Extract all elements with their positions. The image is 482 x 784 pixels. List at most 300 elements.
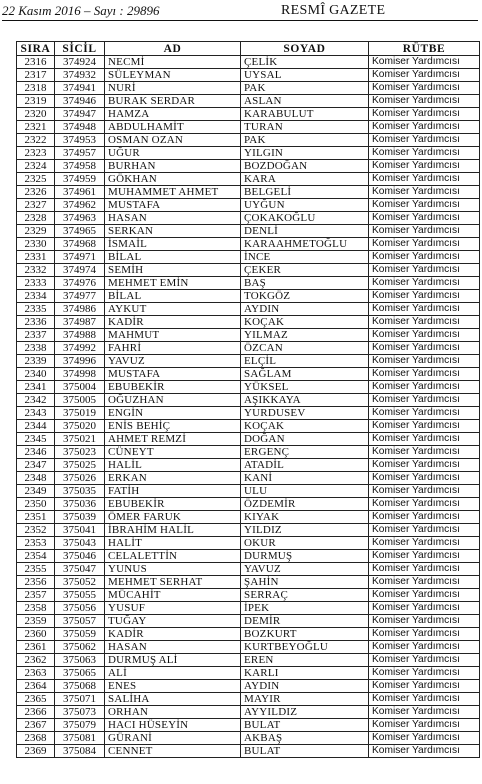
- cell-sicil: 374965: [55, 225, 105, 238]
- cell-rutbe: Komiser Yardımcısı: [369, 69, 480, 82]
- cell-sicil: 375005: [55, 394, 105, 407]
- cell-sira: 2346: [17, 446, 55, 459]
- cell-soyad: İNCE: [241, 251, 369, 264]
- cell-sicil: 375047: [55, 563, 105, 576]
- cell-ad: ABDULHAMİT: [105, 121, 241, 134]
- cell-sicil: 374996: [55, 355, 105, 368]
- table-row: [17, 420, 480, 433]
- cell-ad: HASAN: [105, 641, 241, 654]
- cell-soyad: TURAN: [241, 121, 369, 134]
- cell-sicil: 375041: [55, 524, 105, 537]
- cell-ad: YUNUS: [105, 563, 241, 576]
- cell-rutbe: Komiser Yardımcısı: [369, 381, 480, 394]
- table-row: [17, 602, 480, 615]
- cell-sira: 2332: [17, 264, 55, 277]
- cell-rutbe: Komiser Yardımcısı: [369, 277, 480, 290]
- cell-sicil: 375084: [55, 745, 105, 758]
- cell-sira: 2333: [17, 277, 55, 290]
- cell-sicil: 375081: [55, 732, 105, 745]
- table-row: [17, 212, 480, 225]
- cell-sira: 2360: [17, 628, 55, 641]
- cell-sira: 2331: [17, 251, 55, 264]
- table-row: [17, 628, 480, 641]
- cell-ad: TUĞAY: [105, 615, 241, 628]
- cell-rutbe: Komiser Yardımcısı: [369, 147, 480, 160]
- cell-sicil: 375004: [55, 381, 105, 394]
- cell-ad: ÖMER FARUK: [105, 511, 241, 524]
- cell-soyad: ÇEKER: [241, 264, 369, 277]
- table-row: [17, 459, 480, 472]
- cell-sira: 2364: [17, 680, 55, 693]
- cell-soyad: YÜKSEL: [241, 381, 369, 394]
- cell-rutbe: Komiser Yardımcısı: [369, 121, 480, 134]
- table-row: [17, 329, 480, 342]
- cell-ad: EBUBEKİR: [105, 498, 241, 511]
- cell-soyad: BULAT: [241, 745, 369, 758]
- cell-soyad: TOKGÖZ: [241, 290, 369, 303]
- cell-soyad: BOZKURT: [241, 628, 369, 641]
- cell-soyad: ELÇİL: [241, 355, 369, 368]
- cell-ad: NURİ: [105, 82, 241, 95]
- cell-sicil: 374948: [55, 121, 105, 134]
- table-row: [17, 433, 480, 446]
- cell-rutbe: Komiser Yardımcısı: [369, 485, 480, 498]
- table-row: [17, 199, 480, 212]
- cell-ad: HALİT: [105, 537, 241, 550]
- table-row: [17, 108, 480, 121]
- cell-soyad: DEMİR: [241, 615, 369, 628]
- cell-soyad: MAYIR: [241, 693, 369, 706]
- cell-rutbe: Komiser Yardımcısı: [369, 186, 480, 199]
- cell-sicil: 374957: [55, 147, 105, 160]
- cell-soyad: BULAT: [241, 719, 369, 732]
- cell-soyad: YILDIZ: [241, 524, 369, 537]
- cell-sira: 2369: [17, 745, 55, 758]
- cell-ad: HASAN: [105, 212, 241, 225]
- cell-sira: 2330: [17, 238, 55, 251]
- cell-sicil: 375046: [55, 550, 105, 563]
- cell-rutbe: Komiser Yardımcısı: [369, 745, 480, 758]
- cell-ad: OSMAN OZAN: [105, 134, 241, 147]
- cell-sira: 2358: [17, 602, 55, 615]
- cell-ad: ERKAN: [105, 472, 241, 485]
- table-row: [17, 550, 480, 563]
- cell-soyad: EREN: [241, 654, 369, 667]
- cell-soyad: BELGELİ: [241, 186, 369, 199]
- cell-soyad: UYĞUN: [241, 199, 369, 212]
- table-row: [17, 446, 480, 459]
- cell-ad: MUSTAFA: [105, 368, 241, 381]
- cell-sira: 2324: [17, 160, 55, 173]
- cell-soyad: ATADİL: [241, 459, 369, 472]
- cell-rutbe: Komiser Yardımcısı: [369, 199, 480, 212]
- table-row: [17, 615, 480, 628]
- cell-rutbe: Komiser Yardımcısı: [369, 342, 480, 355]
- table-row: [17, 654, 480, 667]
- cell-sicil: 375043: [55, 537, 105, 550]
- column-header-rutbe: RÜTBE: [369, 42, 480, 56]
- cell-rutbe: Komiser Yardımcısı: [369, 368, 480, 381]
- cell-sira: 2322: [17, 134, 55, 147]
- cell-ad: GÖKHAN: [105, 173, 241, 186]
- cell-ad: MUSTAFA: [105, 199, 241, 212]
- cell-sicil: 374976: [55, 277, 105, 290]
- table-row: [17, 511, 480, 524]
- column-header-soyad: SOYAD: [241, 42, 369, 56]
- cell-sicil: 374988: [55, 329, 105, 342]
- table-row: [17, 394, 480, 407]
- table-body: [17, 56, 480, 758]
- cell-ad: FATİH: [105, 485, 241, 498]
- cell-ad: HACI HÜSEYİN: [105, 719, 241, 732]
- cell-soyad: ÇELİK: [241, 56, 369, 69]
- table-row: [17, 277, 480, 290]
- cell-ad: ENİS BEHİÇ: [105, 420, 241, 433]
- cell-rutbe: Komiser Yardımcısı: [369, 160, 480, 173]
- cell-sicil: 375039: [55, 511, 105, 524]
- cell-sicil: 374987: [55, 316, 105, 329]
- cell-rutbe: Komiser Yardımcısı: [369, 667, 480, 680]
- cell-sicil: 375052: [55, 576, 105, 589]
- cell-sira: 2335: [17, 303, 55, 316]
- cell-sicil: 374962: [55, 199, 105, 212]
- cell-soyad: YAVUZ: [241, 563, 369, 576]
- cell-sicil: 374968: [55, 238, 105, 251]
- cell-rutbe: Komiser Yardımcısı: [369, 576, 480, 589]
- cell-sicil: 375056: [55, 602, 105, 615]
- table-row: [17, 134, 480, 147]
- cell-soyad: SERRAÇ: [241, 589, 369, 602]
- cell-sicil: 374932: [55, 69, 105, 82]
- cell-soyad: BAŞ: [241, 277, 369, 290]
- cell-ad: NECMİ: [105, 56, 241, 69]
- cell-ad: AYKUT: [105, 303, 241, 316]
- cell-ad: BURAK SERDAR: [105, 95, 241, 108]
- cell-rutbe: Komiser Yardımcısı: [369, 615, 480, 628]
- cell-soyad: KIYAK: [241, 511, 369, 524]
- table-row: [17, 381, 480, 394]
- cell-soyad: BOZDOĞAN: [241, 160, 369, 173]
- table-row: [17, 745, 480, 758]
- cell-sira: 2366: [17, 706, 55, 719]
- cell-sicil: 374941: [55, 82, 105, 95]
- cell-ad: HAMZA: [105, 108, 241, 121]
- table-row: [17, 147, 480, 160]
- cell-sira: 2359: [17, 615, 55, 628]
- cell-ad: ORHAN: [105, 706, 241, 719]
- cell-ad: BURHAN: [105, 160, 241, 173]
- cell-rutbe: Komiser Yardımcısı: [369, 56, 480, 69]
- cell-soyad: AYYILDIZ: [241, 706, 369, 719]
- table-row: [17, 342, 480, 355]
- cell-sicil: 374971: [55, 251, 105, 264]
- table-row: [17, 251, 480, 264]
- cell-sira: 2343: [17, 407, 55, 420]
- cell-soyad: KANİ: [241, 472, 369, 485]
- cell-sira: 2349: [17, 485, 55, 498]
- cell-ad: ALİ: [105, 667, 241, 680]
- cell-sira: 2317: [17, 69, 55, 82]
- cell-rutbe: Komiser Yardımcısı: [369, 394, 480, 407]
- cell-ad: DURMUŞ ALİ: [105, 654, 241, 667]
- cell-sira: 2327: [17, 199, 55, 212]
- cell-sicil: 375071: [55, 693, 105, 706]
- cell-rutbe: Komiser Yardımcısı: [369, 693, 480, 706]
- cell-sira: 2328: [17, 212, 55, 225]
- table-row: [17, 355, 480, 368]
- cell-soyad: KURTBEYOĞLU: [241, 641, 369, 654]
- cell-ad: CÜNEYT: [105, 446, 241, 459]
- cell-soyad: PAK: [241, 134, 369, 147]
- cell-ad: SALİHA: [105, 693, 241, 706]
- cell-sira: 2368: [17, 732, 55, 745]
- cell-sira: 2348: [17, 472, 55, 485]
- cell-rutbe: Komiser Yardımcısı: [369, 420, 480, 433]
- header-divider: [2, 20, 478, 21]
- cell-sira: 2326: [17, 186, 55, 199]
- cell-rutbe: Komiser Yardımcısı: [369, 706, 480, 719]
- cell-sira: 2352: [17, 524, 55, 537]
- table-row: [17, 303, 480, 316]
- cell-soyad: ÖZDEMİR: [241, 498, 369, 511]
- cell-ad: EBUBEKİR: [105, 381, 241, 394]
- cell-sicil: 375068: [55, 680, 105, 693]
- cell-soyad: ŞAHİN: [241, 576, 369, 589]
- cell-soyad: KARAAHMETOĞLU: [241, 238, 369, 251]
- table-row: [17, 316, 480, 329]
- table-row: [17, 641, 480, 654]
- cell-rutbe: Komiser Yardımcısı: [369, 355, 480, 368]
- cell-sicil: 375059: [55, 628, 105, 641]
- cell-ad: AHMET REMZİ: [105, 433, 241, 446]
- cell-sicil: 374958: [55, 160, 105, 173]
- table-header-row: [17, 42, 480, 56]
- cell-sira: 2319: [17, 95, 55, 108]
- table-row: [17, 589, 480, 602]
- cell-ad: BİLAL: [105, 290, 241, 303]
- table-row: [17, 95, 480, 108]
- cell-ad: İSMAİL: [105, 238, 241, 251]
- cell-sira: 2353: [17, 537, 55, 550]
- cell-soyad: AYDIN: [241, 303, 369, 316]
- table-row: [17, 537, 480, 550]
- cell-ad: İBRAHİM HALİL: [105, 524, 241, 537]
- cell-sira: 2363: [17, 667, 55, 680]
- cell-soyad: AŞIKKAYA: [241, 394, 369, 407]
- column-header-sira: SIRA: [17, 42, 55, 56]
- cell-ad: YAVUZ: [105, 355, 241, 368]
- cell-soyad: PAK: [241, 82, 369, 95]
- cell-rutbe: Komiser Yardımcısı: [369, 537, 480, 550]
- cell-sicil: 375020: [55, 420, 105, 433]
- cell-rutbe: Komiser Yardımcısı: [369, 433, 480, 446]
- cell-rutbe: Komiser Yardımcısı: [369, 95, 480, 108]
- cell-rutbe: Komiser Yardımcısı: [369, 589, 480, 602]
- cell-sicil: 374959: [55, 173, 105, 186]
- cell-rutbe: Komiser Yardımcısı: [369, 680, 480, 693]
- cell-soyad: KOÇAK: [241, 420, 369, 433]
- table-row: [17, 485, 480, 498]
- table-row: [17, 173, 480, 186]
- cell-ad: ENES: [105, 680, 241, 693]
- cell-rutbe: Komiser Yardımcısı: [369, 329, 480, 342]
- cell-sira: 2337: [17, 329, 55, 342]
- cell-sira: 2345: [17, 433, 55, 446]
- cell-sira: 2357: [17, 589, 55, 602]
- cell-soyad: DURMUŞ: [241, 550, 369, 563]
- cell-sicil: 374963: [55, 212, 105, 225]
- table-row: [17, 498, 480, 511]
- cell-ad: SERKAN: [105, 225, 241, 238]
- cell-soyad: AYDIN: [241, 680, 369, 693]
- cell-rutbe: Komiser Yardımcısı: [369, 459, 480, 472]
- cell-rutbe: Komiser Yardımcısı: [369, 316, 480, 329]
- cell-ad: MEHMET SERHAT: [105, 576, 241, 589]
- cell-rutbe: Komiser Yardımcısı: [369, 602, 480, 615]
- cell-ad: OĞUZHAN: [105, 394, 241, 407]
- table-row: [17, 680, 480, 693]
- table-header: [17, 42, 480, 56]
- cell-sira: 2340: [17, 368, 55, 381]
- table-row: [17, 693, 480, 706]
- cell-rutbe: Komiser Yardımcısı: [369, 628, 480, 641]
- cell-rutbe: Komiser Yardımcısı: [369, 290, 480, 303]
- cell-rutbe: Komiser Yardımcısı: [369, 446, 480, 459]
- cell-rutbe: Komiser Yardımcısı: [369, 719, 480, 732]
- cell-rutbe: Komiser Yardımcısı: [369, 251, 480, 264]
- cell-sicil: 374986: [55, 303, 105, 316]
- cell-soyad: YILMAZ: [241, 329, 369, 342]
- cell-sira: 2355: [17, 563, 55, 576]
- cell-sicil: 375079: [55, 719, 105, 732]
- cell-ad: CELALETTİN: [105, 550, 241, 563]
- cell-sicil: 374961: [55, 186, 105, 199]
- cell-soyad: ERGENÇ: [241, 446, 369, 459]
- cell-soyad: ÖZCAN: [241, 342, 369, 355]
- cell-sicil: 375062: [55, 641, 105, 654]
- cell-rutbe: Komiser Yardımcısı: [369, 472, 480, 485]
- cell-sicil: 375073: [55, 706, 105, 719]
- cell-soyad: AKBAŞ: [241, 732, 369, 745]
- table-row: [17, 563, 480, 576]
- table-row: [17, 225, 480, 238]
- cell-ad: YUSUF: [105, 602, 241, 615]
- cell-ad: KADİR: [105, 316, 241, 329]
- cell-rutbe: Komiser Yardımcısı: [369, 108, 480, 121]
- cell-rutbe: Komiser Yardımcısı: [369, 238, 480, 251]
- cell-ad: ENGİN: [105, 407, 241, 420]
- table-row: [17, 732, 480, 745]
- cell-ad: SEMİH: [105, 264, 241, 277]
- table-row: [17, 576, 480, 589]
- cell-sicil: 374977: [55, 290, 105, 303]
- cell-sira: 2341: [17, 381, 55, 394]
- table-row: [17, 160, 480, 173]
- cell-rutbe: Komiser Yardımcısı: [369, 303, 480, 316]
- table-row: [17, 82, 480, 95]
- cell-sira: 2334: [17, 290, 55, 303]
- column-header-sicil: SİCİL: [55, 42, 105, 56]
- cell-sira: 2361: [17, 641, 55, 654]
- cell-sicil: 375065: [55, 667, 105, 680]
- cell-rutbe: Komiser Yardımcısı: [369, 82, 480, 95]
- table-row: [17, 706, 480, 719]
- cell-sira: 2342: [17, 394, 55, 407]
- table-row: [17, 407, 480, 420]
- cell-sira: 2323: [17, 147, 55, 160]
- table-row: [17, 290, 480, 303]
- cell-sicil: 375019: [55, 407, 105, 420]
- cell-ad: FAHRİ: [105, 342, 241, 355]
- cell-sira: 2338: [17, 342, 55, 355]
- cell-sicil: 375057: [55, 615, 105, 628]
- table-row: [17, 368, 480, 381]
- cell-sira: 2321: [17, 121, 55, 134]
- cell-sicil: 375035: [55, 485, 105, 498]
- cell-sicil: 375021: [55, 433, 105, 446]
- cell-sira: 2316: [17, 56, 55, 69]
- cell-soyad: ULU: [241, 485, 369, 498]
- cell-sicil: 374974: [55, 264, 105, 277]
- cell-soyad: UYSAL: [241, 69, 369, 82]
- cell-ad: CENNET: [105, 745, 241, 758]
- cell-rutbe: Komiser Yardımcısı: [369, 212, 480, 225]
- cell-soyad: DOĞAN: [241, 433, 369, 446]
- cell-soyad: KOÇAK: [241, 316, 369, 329]
- cell-rutbe: Komiser Yardımcısı: [369, 498, 480, 511]
- cell-soyad: YILGIN: [241, 147, 369, 160]
- cell-sira: 2329: [17, 225, 55, 238]
- cell-sicil: 375026: [55, 472, 105, 485]
- cell-rutbe: Komiser Yardımcısı: [369, 225, 480, 238]
- table-row: [17, 472, 480, 485]
- cell-sicil: 375025: [55, 459, 105, 472]
- cell-soyad: ÇOKAKOĞLU: [241, 212, 369, 225]
- table-row: [17, 69, 480, 82]
- cell-sicil: 374946: [55, 95, 105, 108]
- cell-soyad: DENLİ: [241, 225, 369, 238]
- cell-rutbe: Komiser Yardımcısı: [369, 654, 480, 667]
- table-row: [17, 524, 480, 537]
- issue-date-number: 22 Kasım 2016 – Sayı : 29896: [2, 3, 160, 18]
- cell-sira: 2365: [17, 693, 55, 706]
- cell-soyad: OKUR: [241, 537, 369, 550]
- cell-rutbe: Komiser Yardımcısı: [369, 134, 480, 147]
- cell-sira: 2336: [17, 316, 55, 329]
- cell-ad: KADİR: [105, 628, 241, 641]
- gazette-title: RESMÎ GAZETE: [281, 3, 386, 18]
- cell-soyad: ASLAN: [241, 95, 369, 108]
- cell-soyad: KARA: [241, 173, 369, 186]
- cell-soyad: KARABULUT: [241, 108, 369, 121]
- cell-sicil: 374953: [55, 134, 105, 147]
- table-row: [17, 121, 480, 134]
- cell-sicil: 374947: [55, 108, 105, 121]
- cell-ad: BİLAL: [105, 251, 241, 264]
- cell-sira: 2354: [17, 550, 55, 563]
- cell-sira: 2351: [17, 511, 55, 524]
- table-row: [17, 667, 480, 680]
- cell-soyad: KARLI: [241, 667, 369, 680]
- cell-sicil: 374924: [55, 56, 105, 69]
- cell-sira: 2347: [17, 459, 55, 472]
- cell-ad: MÜCAHİT: [105, 589, 241, 602]
- cell-sicil: 374998: [55, 368, 105, 381]
- table-row: [17, 238, 480, 251]
- cell-rutbe: Komiser Yardımcısı: [369, 511, 480, 524]
- cell-sira: 2356: [17, 576, 55, 589]
- cell-rutbe: Komiser Yardımcısı: [369, 563, 480, 576]
